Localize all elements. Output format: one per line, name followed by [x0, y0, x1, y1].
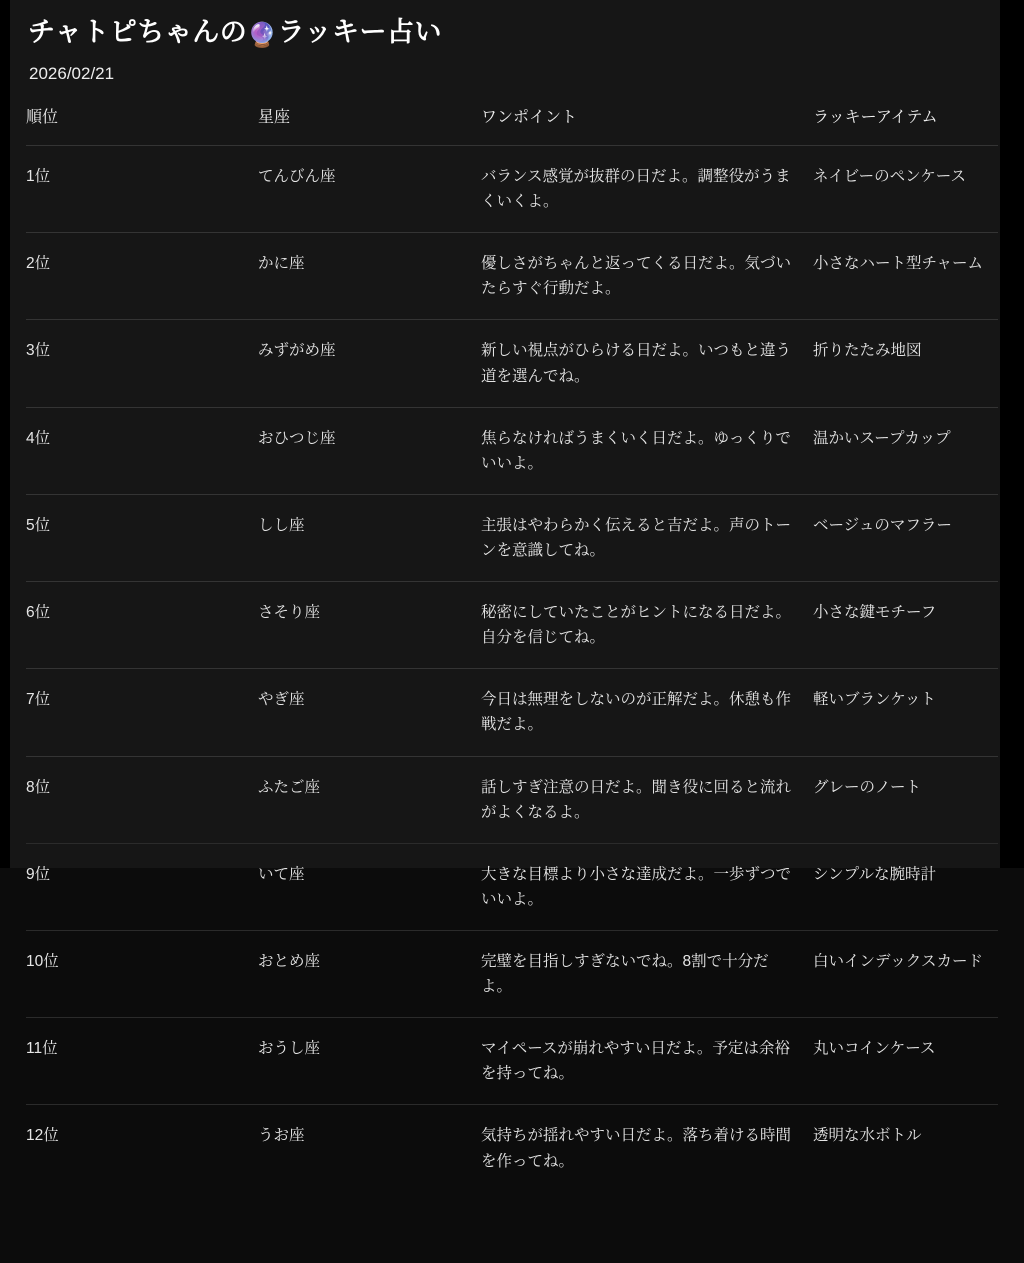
cell-rank: 9位 — [26, 843, 258, 930]
cell-item: ベージュのマフラー — [813, 494, 998, 581]
cell-item: ネイビーのペンケース — [813, 146, 998, 233]
column-header-rank: 順位 — [26, 109, 59, 126]
cell-sign: かに座 — [258, 233, 481, 320]
cell-point: 今日は無理をしないのが正解だよ。休憩も作戦だよ。 — [481, 669, 813, 756]
cell-sign: おひつじ座 — [258, 407, 481, 494]
cell-rank: 10位 — [26, 930, 258, 1017]
cell-sign: やぎ座 — [258, 669, 481, 756]
cell-point: 気持ちが揺れやすい日だよ。落ち着ける時間を作ってね。 — [481, 1105, 813, 1192]
table-row — [26, 407, 998, 494]
cell-point: 優しさがちゃんと返ってくる日だよ。気づいたらすぐ行動だよ。 — [481, 233, 813, 320]
column-header-sign: 星座 — [258, 109, 291, 126]
cell-point: 秘密にしていたことがヒントになる日だよ。自分を信じてね。 — [481, 582, 813, 669]
table-row — [26, 669, 998, 756]
table-row — [26, 1105, 998, 1192]
cell-sign: しし座 — [258, 494, 481, 581]
crystal-ball-icon: 🔮 — [247, 22, 278, 49]
page-title-suffix: ラッキー占い — [277, 17, 443, 47]
table-row — [26, 233, 998, 320]
cell-item: 温かいスープカップ — [813, 407, 998, 494]
page-title-prefix: チャトピちゃんの — [28, 17, 248, 47]
cell-point: 新しい視点がひらける日だよ。いつもと違う道を選んでね。 — [481, 320, 813, 407]
cell-point: マイペースが崩れやすい日だよ。予定は余裕を持ってね。 — [481, 1018, 813, 1105]
cell-rank: 4位 — [26, 407, 258, 494]
cell-point: バランス感覚が抜群の日だよ。調整役がうまくいくよ。 — [481, 146, 813, 233]
column-header-point: ワンポイント — [481, 109, 578, 126]
table-row — [26, 494, 998, 581]
cell-rank: 7位 — [26, 669, 258, 756]
cell-point: 焦らなければうまくいく日だよ。ゆっくりでいいよ。 — [481, 407, 813, 494]
cell-item: 白いインデックスカード — [813, 930, 998, 1017]
table-row — [26, 756, 998, 843]
page-title — [28, 10, 442, 50]
cell-item: 折りたたみ地図 — [813, 320, 998, 407]
column-header-item: ラッキーアイテム — [813, 109, 938, 126]
cell-sign: いて座 — [258, 843, 481, 930]
cell-sign: ふたご座 — [258, 756, 481, 843]
table-row — [26, 843, 998, 930]
cell-sign: おとめ座 — [258, 930, 481, 1017]
cell-item: 小さなハート型チャーム — [813, 233, 998, 320]
table-header-row — [26, 104, 998, 146]
cell-point: 主張はやわらかく伝えると吉だよ。声のトーンを意識してね。 — [481, 494, 813, 581]
cell-item: 透明な水ボトル — [813, 1105, 998, 1192]
cell-sign: みずがめ座 — [258, 320, 481, 407]
cell-rank: 1位 — [26, 146, 258, 233]
cell-item: 軽いブランケット — [813, 669, 998, 756]
table-row — [26, 320, 998, 407]
cell-sign: うお座 — [258, 1105, 481, 1192]
table-row — [26, 930, 998, 1017]
cell-rank: 3位 — [26, 320, 258, 407]
cell-point: 大きな目標より小さな達成だよ。一歩ずつでいいよ。 — [481, 843, 813, 930]
cell-sign: てんびん座 — [258, 146, 481, 233]
cell-sign: おうし座 — [258, 1018, 481, 1105]
table-row — [26, 1018, 998, 1105]
cell-item: 小さな鍵モチーフ — [813, 582, 998, 669]
cell-sign: さそり座 — [258, 582, 481, 669]
table-row — [26, 582, 998, 669]
ranking-table — [26, 104, 998, 1192]
cell-rank: 6位 — [26, 582, 258, 669]
cell-item: グレーのノート — [813, 756, 998, 843]
table-row — [26, 146, 998, 233]
cell-rank: 8位 — [26, 756, 258, 843]
cell-point: 完璧を目指しすぎないでね。8割で十分だよ。 — [481, 930, 813, 1017]
cell-rank: 12位 — [26, 1105, 258, 1192]
cell-item: 丸いコインケース — [813, 1018, 998, 1105]
cell-rank: 5位 — [26, 494, 258, 581]
cell-item: シンプルな腕時計 — [813, 843, 998, 930]
cell-rank: 11位 — [26, 1018, 258, 1105]
fortune-date: 2026/02/21 — [29, 64, 115, 83]
cell-rank: 2位 — [26, 233, 258, 320]
cell-point: 話しすぎ注意の日だよ。聞き役に回ると流れがよくなるよ。 — [481, 756, 813, 843]
